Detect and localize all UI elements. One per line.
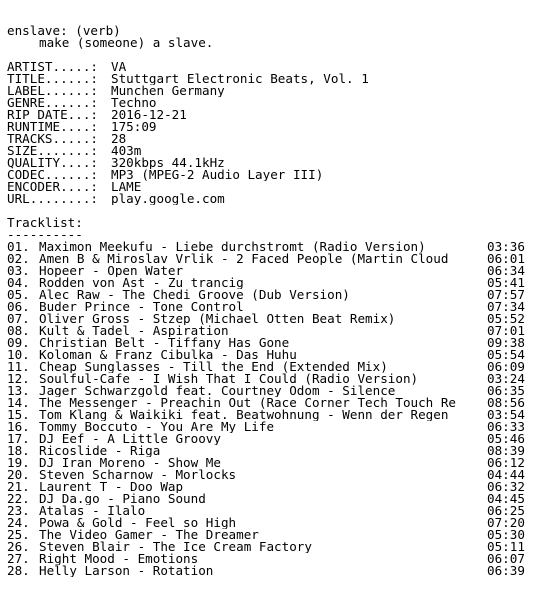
info-value: Stuttgart Electronic Beats, Vol. 1	[111, 73, 369, 85]
tracklist	[7, 241, 529, 577]
track-number: 24.	[7, 515, 30, 530]
track-row	[7, 289, 529, 301]
track-length: 07:57	[487, 287, 525, 302]
track-row	[7, 385, 529, 397]
track-length: 05:52	[487, 311, 525, 326]
track-number: 19.	[7, 455, 30, 470]
track-title: Helly Larson - Rotation	[39, 565, 214, 577]
info-key: ARTIST.....:	[7, 61, 98, 73]
track-length: 04:44	[487, 467, 525, 482]
track-number: 17.	[7, 431, 30, 446]
track-row	[7, 361, 529, 373]
track-row	[7, 253, 529, 265]
track-length: 06:35	[487, 383, 525, 398]
track-number: 21.	[7, 479, 30, 494]
track-title: Powa & Gold - Feel so High	[39, 517, 237, 529]
info-key: SIZE.......:	[7, 145, 98, 157]
track-title: Steven Blair - The Ice Cream Factory	[39, 541, 312, 553]
track-row	[7, 541, 529, 553]
track-title: Alec Raw - The Chedi Groove (Dub Version)	[39, 289, 350, 301]
track-number: 13.	[7, 383, 30, 398]
info-value: Techno	[111, 97, 157, 109]
track-title: Christian Belt - Tiffany Has Gone	[39, 337, 290, 349]
track-number: 03.	[7, 263, 30, 278]
track-row	[7, 433, 529, 445]
info-key: TITLE......:	[7, 73, 98, 85]
info-key: RIP DATE...:	[7, 109, 98, 121]
track-row	[7, 409, 529, 421]
track-length: 09:38	[487, 335, 525, 350]
definition-text: make (someone) a slave.	[39, 37, 214, 49]
track-row	[7, 517, 529, 529]
track-row	[7, 373, 529, 385]
track-title: Soulful-Cafe - I Wish That I Could (Radio Version)	[39, 373, 419, 385]
info-row-tracks	[7, 133, 529, 145]
track-title: Tom Klang & Waikiki feat. Beatwohnung - Wenn der Regen	[39, 409, 449, 421]
info-value: VA	[111, 61, 127, 73]
tracklist-heading: Tracklist:	[7, 217, 83, 229]
info-value: 175:09	[111, 121, 157, 133]
track-title: Oliver Gross - Stzep (Michael Otten Beat Remix)	[39, 313, 396, 325]
track-number: 20.	[7, 467, 30, 482]
track-title: Atalas - Ilalo	[39, 505, 146, 517]
info-key: URL........:	[7, 193, 98, 205]
track-number: 25.	[7, 527, 30, 542]
track-number: 04.	[7, 275, 30, 290]
track-length: 05:41	[487, 275, 525, 290]
track-length: 06:01	[487, 251, 525, 266]
info-row-rip-date	[7, 109, 529, 121]
track-length: 06:09	[487, 359, 525, 374]
track-row	[7, 277, 529, 289]
tracklist-underline: ----------	[7, 229, 83, 241]
info-row-encoder	[7, 181, 529, 193]
track-length: 06:39	[487, 563, 525, 578]
info-value: 320kbps 44.1kHz	[111, 157, 225, 169]
info-value: 403m	[111, 145, 142, 157]
track-row	[7, 445, 529, 457]
track-number: 08.	[7, 323, 30, 338]
track-title: Right Mood - Emotions	[39, 553, 199, 565]
track-number: 26.	[7, 539, 30, 554]
track-row	[7, 313, 529, 325]
track-row	[7, 397, 529, 409]
track-number: 09.	[7, 335, 30, 350]
track-title: The Video Gamer - The Dreamer	[39, 529, 259, 541]
track-length: 06:34	[487, 263, 525, 278]
spacer	[7, 205, 529, 217]
release-info-block	[7, 61, 529, 205]
track-title: Tommy Boccuto - You Are My Life	[39, 421, 275, 433]
track-length: 03:24	[487, 371, 525, 386]
info-value: LAME	[111, 181, 142, 193]
track-length: 05:54	[487, 347, 525, 362]
track-row	[7, 493, 529, 505]
track-title: Amen B & Miroslav Vrlik - 2 Faced People (Martin Cloud	[39, 253, 449, 265]
track-number: 05.	[7, 287, 30, 302]
track-length: 03:54	[487, 407, 525, 422]
info-key: TRACKS.....:	[7, 133, 98, 145]
track-number: 18.	[7, 443, 30, 458]
info-key: LABEL......:	[7, 85, 98, 97]
track-row	[7, 457, 529, 469]
track-title: DJ Da.go - Piano Sound	[39, 493, 206, 505]
track-number: 28.	[7, 563, 30, 578]
track-length: 05:30	[487, 527, 525, 542]
track-number: 11.	[7, 359, 30, 374]
track-title: DJ Eef - A Little Groovy	[39, 433, 221, 445]
info-row-artist	[7, 61, 529, 73]
track-number: 23.	[7, 503, 30, 518]
track-title: Buder Prince - Tone Control	[39, 301, 244, 313]
info-key: ENCODER....:	[7, 181, 98, 193]
info-row-url	[7, 193, 529, 205]
track-title: Koloman & Franz Cibulka - Das Huhu	[39, 349, 297, 361]
track-row	[7, 421, 529, 433]
info-value: Munchen Germany	[111, 85, 225, 97]
info-row-size	[7, 145, 529, 157]
info-value: 2016-12-21	[111, 109, 187, 121]
track-length: 08:56	[487, 395, 525, 410]
info-row-title	[7, 73, 529, 85]
spacer	[7, 49, 529, 61]
track-row	[7, 529, 529, 541]
definition-word-line: enslave: (verb)	[7, 25, 121, 37]
track-number: 15.	[7, 407, 30, 422]
track-length: 05:11	[487, 539, 525, 554]
track-title: Steven Scharnow - Morlocks	[39, 469, 237, 481]
track-title: Maximon Meekufu - Liebe durchstromt (Radio Version)	[39, 241, 426, 253]
info-value: 28	[111, 133, 127, 145]
info-row-runtime	[7, 121, 529, 133]
track-number: 27.	[7, 551, 30, 566]
track-number: 06.	[7, 299, 30, 314]
track-length: 07:34	[487, 299, 525, 314]
track-title: DJ Iran Moreno - Show Me	[39, 457, 221, 469]
track-row	[7, 301, 529, 313]
track-number: 16.	[7, 419, 30, 434]
track-length: 06:12	[487, 455, 525, 470]
track-number: 07.	[7, 311, 30, 326]
track-length: 05:46	[487, 431, 525, 446]
track-number: 01.	[7, 239, 30, 254]
info-key: CODEC......:	[7, 169, 98, 181]
track-length: 04:45	[487, 491, 525, 506]
info-value: play.google.com	[111, 193, 225, 205]
info-key: GENRE......:	[7, 97, 98, 109]
info-value: MP3 (MPEG-2 Audio Layer III)	[111, 169, 324, 181]
track-title: Cheap Sunglasses - Till the End (Extended Mix)	[39, 361, 388, 373]
track-number: 02.	[7, 251, 30, 266]
info-key: RUNTIME....:	[7, 121, 98, 133]
track-number: 12.	[7, 371, 30, 386]
track-row	[7, 337, 529, 349]
track-title: Jager Schwarzgold feat. Courtney Odom - Silence	[39, 385, 396, 397]
track-length: 06:33	[487, 419, 525, 434]
nfo-text-document	[7, 25, 529, 577]
track-title: Laurent T - Doo Wap	[39, 481, 184, 493]
track-row	[7, 469, 529, 481]
track-number: 14.	[7, 395, 30, 410]
track-row	[7, 505, 529, 517]
info-row-quality	[7, 157, 529, 169]
track-length: 07:20	[487, 515, 525, 530]
track-row	[7, 349, 529, 361]
track-title: The Messenger - Preachin Out (Race Corner Tech Touch Re	[39, 397, 457, 409]
track-number: 10.	[7, 347, 30, 362]
info-row-label	[7, 85, 529, 97]
track-length: 06:32	[487, 479, 525, 494]
info-key: QUALITY....:	[7, 157, 98, 169]
track-row	[7, 565, 529, 577]
track-row	[7, 553, 529, 565]
track-title: Rodden von Ast - Zu trancig	[39, 277, 244, 289]
track-length: 07:01	[487, 323, 525, 338]
track-row	[7, 265, 529, 277]
track-length: 08:39	[487, 443, 525, 458]
track-title: Kult & Tadel - Aspiration	[39, 325, 229, 337]
track-title: Hopeer - Open Water	[39, 265, 184, 277]
track-row	[7, 241, 529, 253]
track-length: 03:36	[487, 239, 525, 254]
track-number: 22.	[7, 491, 30, 506]
info-row-codec	[7, 169, 529, 181]
track-row	[7, 325, 529, 337]
track-length: 06:07	[487, 551, 525, 566]
info-row-genre	[7, 97, 529, 109]
track-row	[7, 481, 529, 493]
track-title: Ricoslide - Riga	[39, 445, 161, 457]
track-length: 06:25	[487, 503, 525, 518]
